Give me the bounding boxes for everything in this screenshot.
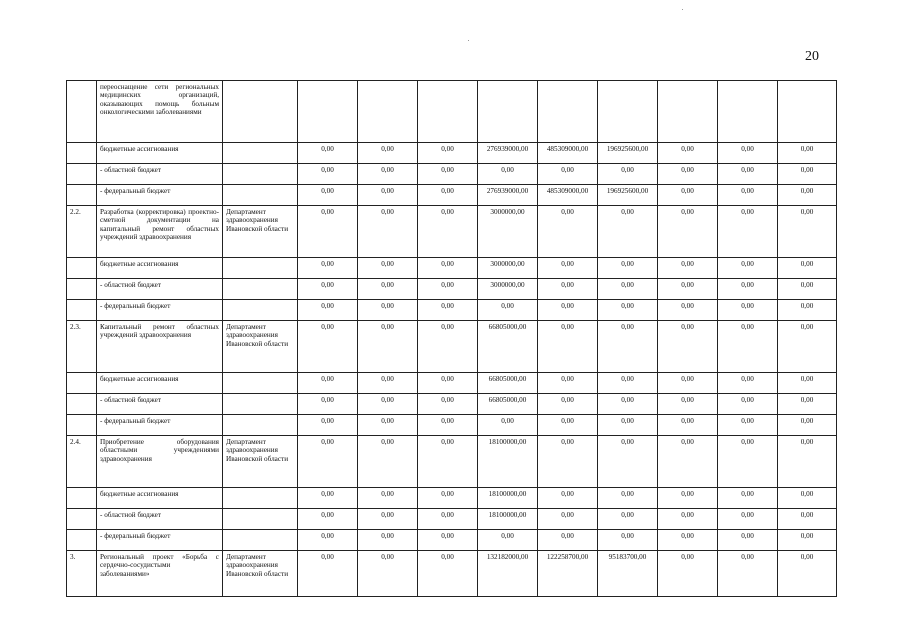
section-row — [67, 206, 837, 258]
amount-cell: 0,00 — [538, 206, 598, 258]
budget-row — [67, 509, 837, 530]
amount-cell: 0,00 — [778, 530, 837, 551]
item-number-cell — [67, 394, 97, 415]
amount-cell: 0,00 — [778, 300, 837, 321]
amount-cell: 0,00 — [538, 530, 598, 551]
amount-cell: 0,00 — [718, 206, 778, 258]
amount-cell: 0,00 — [598, 206, 658, 258]
responsible-org-cell — [223, 488, 298, 509]
amount-cell: 0,00 — [658, 488, 718, 509]
item-number-cell — [67, 164, 97, 185]
amount-cell: 0,00 — [718, 551, 778, 597]
amount-cell: 0,00 — [418, 143, 478, 164]
amount-cell: 0,00 — [658, 394, 718, 415]
amount-cell: 0,00 — [718, 300, 778, 321]
scan-speck — [468, 40, 469, 41]
amount-cell: 0,00 — [718, 279, 778, 300]
budget-row — [67, 143, 837, 164]
amount-cell: 0,00 — [778, 279, 837, 300]
amount-cell: 0,00 — [718, 488, 778, 509]
amount-cell: 0,00 — [658, 164, 718, 185]
budget-line-label: бюджетные ассигнования — [97, 258, 223, 279]
amount-cell: 18100000,00 — [478, 488, 538, 509]
amount-cell: 0,00 — [358, 394, 418, 415]
amount-cell: 0,00 — [658, 258, 718, 279]
amount-cell: 0,00 — [418, 206, 478, 258]
amount-cell: 0,00 — [538, 279, 598, 300]
item-number-cell — [67, 185, 97, 206]
amount-cell: 0,00 — [598, 321, 658, 373]
amount-cell: 0,00 — [778, 488, 837, 509]
amount-cell: 0,00 — [358, 164, 418, 185]
amount-cell: 0,00 — [418, 279, 478, 300]
amount-cell: 0,00 — [658, 300, 718, 321]
budget-line-label: - областной бюджет — [97, 164, 223, 185]
amount-cell: 0,00 — [658, 551, 718, 597]
section-row — [67, 436, 837, 488]
amount-cell: 0,00 — [778, 185, 837, 206]
amount-cell: 0,00 — [658, 373, 718, 394]
budget-row — [67, 164, 837, 185]
amount-cell: 0,00 — [538, 373, 598, 394]
item-description-cell: Разработка (корректировка) проектно-сметной документации на капитальный ремонт областных учреждений здравоохранения — [97, 206, 223, 258]
item-number-cell — [67, 81, 97, 143]
budget-row — [67, 530, 837, 551]
item-number-cell: 2.3. — [67, 321, 97, 373]
amount-cell: 0,00 — [658, 436, 718, 488]
amount-cell: 0,00 — [778, 551, 837, 597]
amount-cell: 0,00 — [718, 164, 778, 185]
amount-cell: 196925600,00 — [598, 185, 658, 206]
amount-cell: 0,00 — [598, 394, 658, 415]
amount-cell: 0,00 — [718, 509, 778, 530]
responsible-org-cell — [223, 81, 298, 143]
amount-cell — [358, 81, 418, 143]
amount-cell: 0,00 — [298, 300, 358, 321]
item-number-cell — [67, 258, 97, 279]
amount-cell: 0,00 — [658, 185, 718, 206]
amount-cell: 196925600,00 — [598, 143, 658, 164]
budget-line-label: - областной бюджет — [97, 279, 223, 300]
amount-cell: 485309000,00 — [538, 185, 598, 206]
amount-cell: 0,00 — [358, 143, 418, 164]
amount-cell: 0,00 — [718, 185, 778, 206]
amount-cell: 0,00 — [358, 300, 418, 321]
amount-cell: 0,00 — [298, 258, 358, 279]
amount-cell: 0,00 — [298, 530, 358, 551]
item-description-cell: Приобретение оборудования областными учреждениями здравоохранения — [97, 436, 223, 488]
amount-cell: 0,00 — [778, 415, 837, 436]
amount-cell: 3000000,00 — [478, 279, 538, 300]
amount-cell: 0,00 — [718, 394, 778, 415]
item-number-cell — [67, 279, 97, 300]
amount-cell: 0,00 — [478, 164, 538, 185]
budget-row — [67, 394, 837, 415]
amount-cell: 0,00 — [358, 258, 418, 279]
amount-cell: 0,00 — [358, 185, 418, 206]
amount-cell: 0,00 — [658, 415, 718, 436]
amount-cell: 0,00 — [418, 185, 478, 206]
amount-cell: 0,00 — [418, 164, 478, 185]
amount-cell: 0,00 — [298, 321, 358, 373]
amount-cell: 485309000,00 — [538, 143, 598, 164]
amount-cell: 0,00 — [598, 164, 658, 185]
amount-cell: 0,00 — [418, 436, 478, 488]
amount-cell — [658, 81, 718, 143]
amount-cell: 0,00 — [358, 551, 418, 597]
scan-speck — [682, 9, 683, 10]
responsible-org-cell — [223, 164, 298, 185]
amount-cell: 0,00 — [718, 321, 778, 373]
budget-row — [67, 258, 837, 279]
responsible-org-cell — [223, 394, 298, 415]
section-row — [67, 321, 837, 373]
amount-cell: 0,00 — [538, 509, 598, 530]
item-number-cell: 2.4. — [67, 436, 97, 488]
item-number-cell — [67, 300, 97, 321]
amount-cell: 0,00 — [418, 300, 478, 321]
amount-cell: 0,00 — [598, 530, 658, 551]
budget-row — [67, 415, 837, 436]
amount-cell: 0,00 — [358, 206, 418, 258]
amount-cell — [418, 81, 478, 143]
budget-table — [66, 80, 837, 597]
section-row — [67, 551, 837, 597]
budget-line-label: - федеральный бюджет — [97, 415, 223, 436]
responsible-org-cell — [223, 509, 298, 530]
budget-row — [67, 279, 837, 300]
amount-cell: 0,00 — [598, 279, 658, 300]
amount-cell: 0,00 — [658, 279, 718, 300]
amount-cell: 0,00 — [538, 394, 598, 415]
amount-cell: 0,00 — [418, 509, 478, 530]
amount-cell: 0,00 — [538, 321, 598, 373]
amount-cell: 0,00 — [358, 415, 418, 436]
item-number-cell — [67, 143, 97, 164]
amount-cell: 0,00 — [298, 436, 358, 488]
amount-cell: 0,00 — [358, 321, 418, 373]
amount-cell — [598, 81, 658, 143]
amount-cell: 0,00 — [538, 164, 598, 185]
amount-cell: 0,00 — [298, 394, 358, 415]
amount-cell: 0,00 — [718, 373, 778, 394]
amount-cell: 0,00 — [478, 300, 538, 321]
amount-cell: 0,00 — [778, 206, 837, 258]
amount-cell — [478, 81, 538, 143]
amount-cell: 0,00 — [658, 206, 718, 258]
item-description-cell: переоснащение сети региональных медицинских организаций, оказывающих помощь больным онкологическими заболеваниями — [97, 81, 223, 143]
responsible-org-cell — [223, 258, 298, 279]
amount-cell: 0,00 — [658, 321, 718, 373]
budget-row — [67, 185, 837, 206]
amount-cell: 276939000,00 — [478, 185, 538, 206]
amount-cell: 0,00 — [358, 373, 418, 394]
amount-cell: 0,00 — [778, 321, 837, 373]
amount-cell: 0,00 — [298, 164, 358, 185]
amount-cell: 0,00 — [298, 488, 358, 509]
amount-cell: 0,00 — [358, 279, 418, 300]
responsible-org-cell: Департамент здравоохранения Ивановской области — [223, 436, 298, 488]
page-number: 20 — [805, 49, 819, 64]
amount-cell: 0,00 — [418, 394, 478, 415]
item-number-cell: 2.2. — [67, 206, 97, 258]
amount-cell: 0,00 — [358, 436, 418, 488]
amount-cell: 0,00 — [418, 373, 478, 394]
budget-line-label: бюджетные ассигнования — [97, 143, 223, 164]
item-description-cell: Капитальный ремонт областных учреждений здравоохранения — [97, 321, 223, 373]
amount-cell: 0,00 — [298, 185, 358, 206]
amount-cell: 0,00 — [778, 436, 837, 488]
amount-cell: 0,00 — [298, 509, 358, 530]
amount-cell: 0,00 — [538, 258, 598, 279]
budget-row — [67, 373, 837, 394]
amount-cell: 0,00 — [298, 143, 358, 164]
amount-cell: 0,00 — [358, 509, 418, 530]
amount-cell: 0,00 — [598, 488, 658, 509]
amount-cell: 0,00 — [598, 258, 658, 279]
budget-line-label: - областной бюджет — [97, 394, 223, 415]
responsible-org-cell: Департамент здравоохранения Ивановской области — [223, 551, 298, 597]
responsible-org-cell: Департамент здравоохранения Ивановской области — [223, 321, 298, 373]
item-number-cell — [67, 415, 97, 436]
budget-line-label: бюджетные ассигнования — [97, 373, 223, 394]
amount-cell: 0,00 — [718, 415, 778, 436]
amount-cell: 0,00 — [778, 164, 837, 185]
amount-cell: 18100000,00 — [478, 509, 538, 530]
amount-cell: 0,00 — [418, 551, 478, 597]
amount-cell: 0,00 — [418, 321, 478, 373]
budget-line-label: - федеральный бюджет — [97, 530, 223, 551]
section-row — [67, 81, 837, 143]
amount-cell: 0,00 — [358, 488, 418, 509]
amount-cell: 0,00 — [418, 530, 478, 551]
responsible-org-cell — [223, 143, 298, 164]
budget-line-label: - федеральный бюджет — [97, 185, 223, 206]
amount-cell — [778, 81, 837, 143]
amount-cell: 0,00 — [538, 488, 598, 509]
budget-row — [67, 488, 837, 509]
amount-cell: 0,00 — [538, 415, 598, 436]
amount-cell: 132182000,00 — [478, 551, 538, 597]
amount-cell: 0,00 — [298, 551, 358, 597]
amount-cell: 0,00 — [538, 436, 598, 488]
amount-cell: 0,00 — [598, 300, 658, 321]
responsible-org-cell: Департамент здравоохранения Ивановской области — [223, 206, 298, 258]
amount-cell: 3000000,00 — [478, 258, 538, 279]
amount-cell: 0,00 — [598, 436, 658, 488]
amount-cell: 0,00 — [298, 279, 358, 300]
amount-cell: 122258700,00 — [538, 551, 598, 597]
amount-cell: 0,00 — [718, 530, 778, 551]
amount-cell: 0,00 — [658, 530, 718, 551]
responsible-org-cell — [223, 373, 298, 394]
amount-cell: 0,00 — [778, 394, 837, 415]
amount-cell: 0,00 — [778, 373, 837, 394]
item-number-cell — [67, 530, 97, 551]
amount-cell — [718, 81, 778, 143]
amount-cell: 66805000,00 — [478, 373, 538, 394]
amount-cell: 0,00 — [478, 415, 538, 436]
amount-cell: 0,00 — [298, 415, 358, 436]
amount-cell: 0,00 — [658, 509, 718, 530]
amount-cell: 0,00 — [598, 373, 658, 394]
amount-cell: 66805000,00 — [478, 321, 538, 373]
amount-cell: 0,00 — [418, 415, 478, 436]
amount-cell: 0,00 — [598, 415, 658, 436]
amount-cell: 3000000,00 — [478, 206, 538, 258]
budget-row — [67, 300, 837, 321]
amount-cell: 0,00 — [658, 143, 718, 164]
responsible-org-cell — [223, 279, 298, 300]
amount-cell: 0,00 — [718, 258, 778, 279]
responsible-org-cell — [223, 530, 298, 551]
responsible-org-cell — [223, 300, 298, 321]
item-number-cell: 3. — [67, 551, 97, 597]
amount-cell: 0,00 — [778, 143, 837, 164]
amount-cell: 18100000,00 — [478, 436, 538, 488]
amount-cell: 0,00 — [478, 530, 538, 551]
amount-cell: 0,00 — [418, 488, 478, 509]
amount-cell: 0,00 — [358, 530, 418, 551]
amount-cell — [538, 81, 598, 143]
item-number-cell — [67, 509, 97, 530]
amount-cell: 0,00 — [778, 509, 837, 530]
amount-cell: 0,00 — [538, 300, 598, 321]
amount-cell — [298, 81, 358, 143]
item-number-cell — [67, 373, 97, 394]
amount-cell: 66805000,00 — [478, 394, 538, 415]
amount-cell: 276939000,00 — [478, 143, 538, 164]
amount-cell: 0,00 — [598, 509, 658, 530]
budget-line-label: бюджетные ассигнования — [97, 488, 223, 509]
amount-cell: 0,00 — [298, 373, 358, 394]
responsible-org-cell — [223, 185, 298, 206]
amount-cell: 0,00 — [718, 143, 778, 164]
responsible-org-cell — [223, 415, 298, 436]
item-description-cell: Региональный проект «Борьба с сердечно-сосудистыми заболеваниями» — [97, 551, 223, 597]
amount-cell: 0,00 — [418, 258, 478, 279]
amount-cell: 0,00 — [298, 206, 358, 258]
amount-cell: 0,00 — [718, 436, 778, 488]
amount-cell: 95183700,00 — [598, 551, 658, 597]
budget-line-label: - областной бюджет — [97, 509, 223, 530]
budget-table-body — [67, 81, 837, 597]
amount-cell: 0,00 — [778, 258, 837, 279]
budget-line-label: - федеральный бюджет — [97, 300, 223, 321]
item-number-cell — [67, 488, 97, 509]
